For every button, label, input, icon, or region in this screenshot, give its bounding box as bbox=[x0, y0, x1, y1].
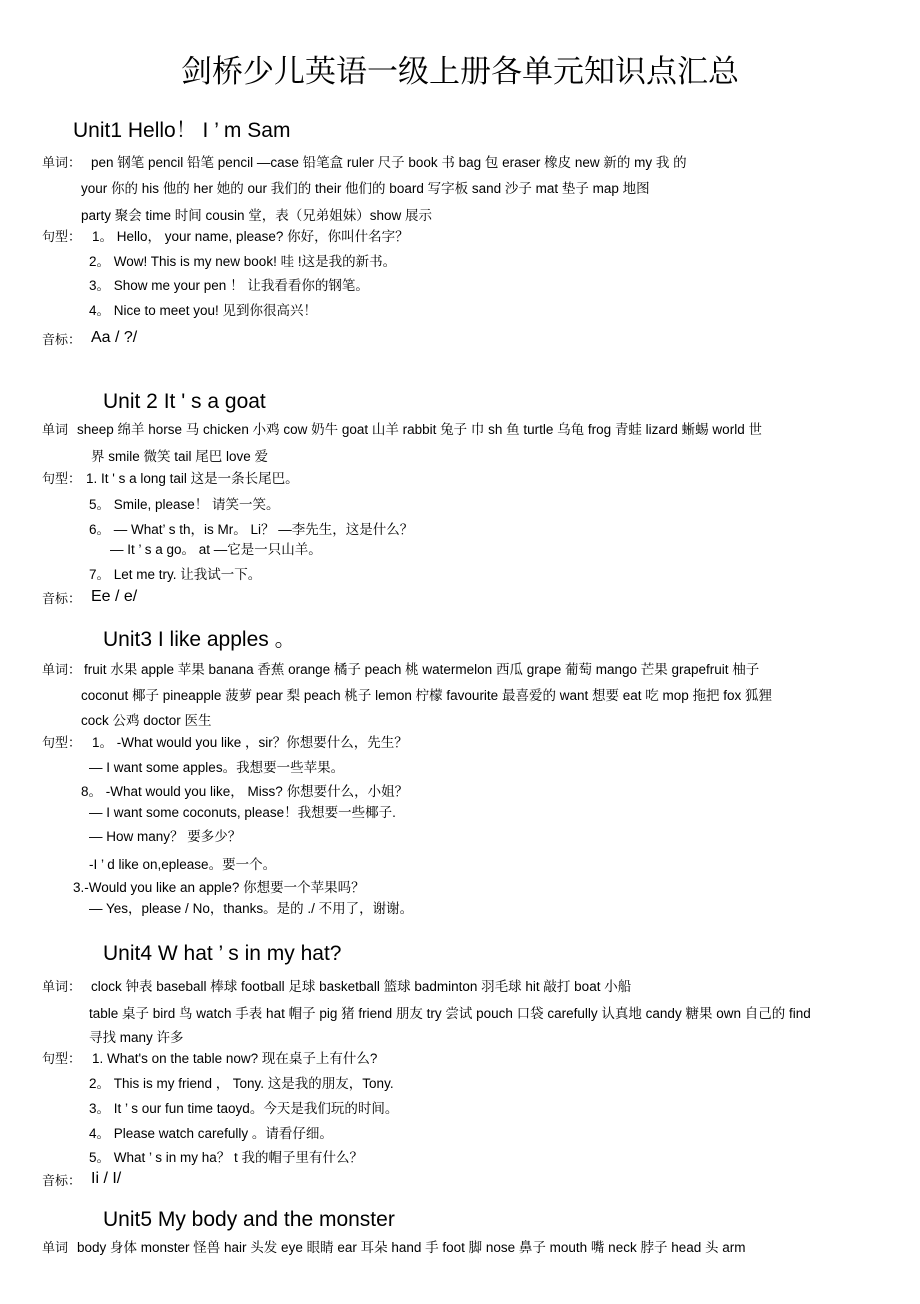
unit3-sentence-3: 8。 -What would you like， Miss? 你想要什么，小姐？ bbox=[81, 784, 409, 799]
unit3-sentence-5: — How many？ 要多少？ bbox=[89, 829, 242, 844]
unit1-sentence-2: 2。 Wow! This is my new book! 哇 !这是我的新书。 bbox=[89, 254, 397, 269]
unit2-sentence-3: 6。 — What’ s th，is Mr。 Li？ —李先生，这是什么？ bbox=[89, 522, 414, 537]
unit1-sentence-1: 1。 Hello， your name, please? 你好，你叫什名字？ bbox=[92, 229, 409, 244]
unit3-vocab-line-2: coconut 椰子 pineapple 菠萝 pear 梨 peach 桃子 lemon 柠檬 favourite 最喜爱的 want 想要 eat 吃 mop 拖把 fox 狐狸 bbox=[81, 688, 773, 703]
unit2-sentence-5: 7。 Let me try. 让我试一下。 bbox=[89, 567, 262, 582]
unit4-sentence-2: 2。 This is my friend ， Tony. 这是我的朋友，Tony. bbox=[89, 1076, 394, 1091]
unit2-heading: Unit 2 It ' s a goat bbox=[103, 390, 266, 413]
page-title: 剑桥少儿英语一级上册各单元知识点汇总 bbox=[181, 54, 739, 90]
unit3-sentence-label: 句型： bbox=[42, 735, 82, 750]
unit4-vocab-line-3: 寻找 many 许多 bbox=[89, 1030, 184, 1045]
unit3-vocab-label: 单词： bbox=[42, 662, 82, 677]
unit2-sentence-label: 句型： bbox=[42, 471, 82, 486]
unit3-sentence-6: -I ’ d like on,eplease。要一个。 bbox=[89, 857, 277, 872]
unit3-sentence-4: — I want some coconuts, please！我想要一些椰子. bbox=[89, 805, 396, 820]
unit3-sentence-7: 3.-Would you like an apple? 你想要一个苹果吗？ bbox=[73, 880, 365, 895]
unit2-vocab-line-1: sheep 绵羊 horse 马 chicken 小鸡 cow 奶牛 goat 山羊 rabbit 兔子 巾 sh 鱼 turtle 乌龟 frog 青蛙 lizard 蜥蜴 world 世 bbox=[77, 422, 762, 437]
unit2-phonics: Ee / e/ bbox=[91, 588, 138, 605]
unit1-sentence-label: 句型： bbox=[42, 229, 82, 244]
unit1-sentence-4: 4。 Nice to meet you! 见到你很高兴！ bbox=[89, 303, 318, 318]
unit4-sentence-3: 3。 It ’ s our fun time taoyd。今天是我们玩的时间。 bbox=[89, 1101, 399, 1116]
unit2-vocab-line-2: 界 smile 微笑 tail 尾巴 love 爱 bbox=[91, 449, 269, 464]
unit4-phonics: Ii / I/ bbox=[91, 1170, 122, 1187]
unit2-phonics-label: 音标： bbox=[42, 591, 82, 606]
unit1-sentence-3: 3。 Show me your pen ！ 让我看看你的钢笔。 bbox=[89, 278, 369, 293]
unit5-vocab-line-1: body 身体 monster 怪兽 hair 头发 eye 眼睛 ear 耳朵 hand 手 foot 脚 nose 鼻子 mouth 嘴 neck 脖子 head 头 arm bbox=[77, 1240, 746, 1255]
unit5-vocab-label: 单词 bbox=[42, 1240, 69, 1255]
unit2-sentence-1: 1. It ' s a long tail 这是一条长尾巴。 bbox=[86, 471, 299, 486]
unit3-vocab-line-3: cock 公鸡 doctor 医生 bbox=[81, 713, 212, 728]
unit3-sentence-8: — Yes，please / No，thanks。是的 ./ 不用了，谢谢。 bbox=[89, 901, 414, 916]
unit4-sentence-1: 1. What's on the table now? 现在桌子上有什么? bbox=[92, 1051, 378, 1066]
unit1-vocab-line-1: pen 钢笔 pencil 铅笔 pencil —case 铅笔盒 ruler 尺子 book 书 bag 包 eraser 橡皮 new 新的 my 我 的 bbox=[91, 155, 687, 170]
unit4-vocab-label: 单词： bbox=[42, 979, 82, 994]
unit2-sentence-2: 5。 Smile, please！ 请笑一笑。 bbox=[89, 497, 280, 512]
unit1-vocab-line-3: party 聚会 time 时间 cousin 堂，表（兄弟姐妹）show 展示 bbox=[81, 208, 433, 223]
unit5-heading: Unit5 My body and the monster bbox=[103, 1208, 395, 1231]
unit4-vocab-line-2: table 桌子 bird 鸟 watch 手表 hat 帽子 pig 猪 friend 朋友 try 尝试 pouch 口袋 carefully 认真地 candy 糖果 own 自己的 find bbox=[89, 1006, 811, 1021]
unit4-vocab-line-1: clock 钟表 baseball 棒球 football 足球 basketball 篮球 badminton 羽毛球 hit 敲打 boat 小船 bbox=[91, 979, 632, 994]
unit3-heading: Unit3 I like apples 。 bbox=[103, 628, 296, 651]
unit4-sentence-5: 5。 What ’ s in my ha？ t 我的帽子里有什么？ bbox=[89, 1150, 364, 1165]
unit1-heading: Unit1 Hello！ I ’ m Sam bbox=[73, 119, 291, 142]
unit4-phonics-label: 音标： bbox=[42, 1173, 82, 1188]
unit4-heading: Unit4 W hat ’ s in my hat? bbox=[103, 942, 342, 965]
unit1-phonics: Aa / ?/ bbox=[91, 329, 138, 346]
unit1-phonics-label: 音标： bbox=[42, 332, 82, 347]
unit4-sentence-4: 4。 Please watch carefully 。请看仔细。 bbox=[89, 1126, 333, 1141]
unit2-vocab-label: 单词 bbox=[42, 422, 69, 437]
unit3-sentence-2: — I want some apples。我想要一些苹果。 bbox=[89, 760, 345, 775]
unit4-sentence-label: 句型： bbox=[42, 1051, 82, 1066]
unit2-sentence-4: — It ’ s a go。 at —它是一只山羊。 bbox=[110, 542, 322, 557]
unit3-sentence-1: 1。 -What would you like ，sir？你想要什么，先生？ bbox=[92, 735, 408, 750]
unit3-vocab-line-1: fruit 水果 apple 苹果 banana 香蕉 orange 橘子 peach 桃 watermelon 西瓜 grape 葡萄 mango 芒果 grapefruit 柚子 bbox=[84, 662, 760, 677]
unit1-vocab-line-2: your 你的 his 他的 her 她的 our 我们的 their 他们的 board 写字板 sand 沙子 mat 垫子 map 地图 bbox=[81, 181, 650, 196]
unit1-vocab-label: 单词： bbox=[42, 155, 82, 170]
